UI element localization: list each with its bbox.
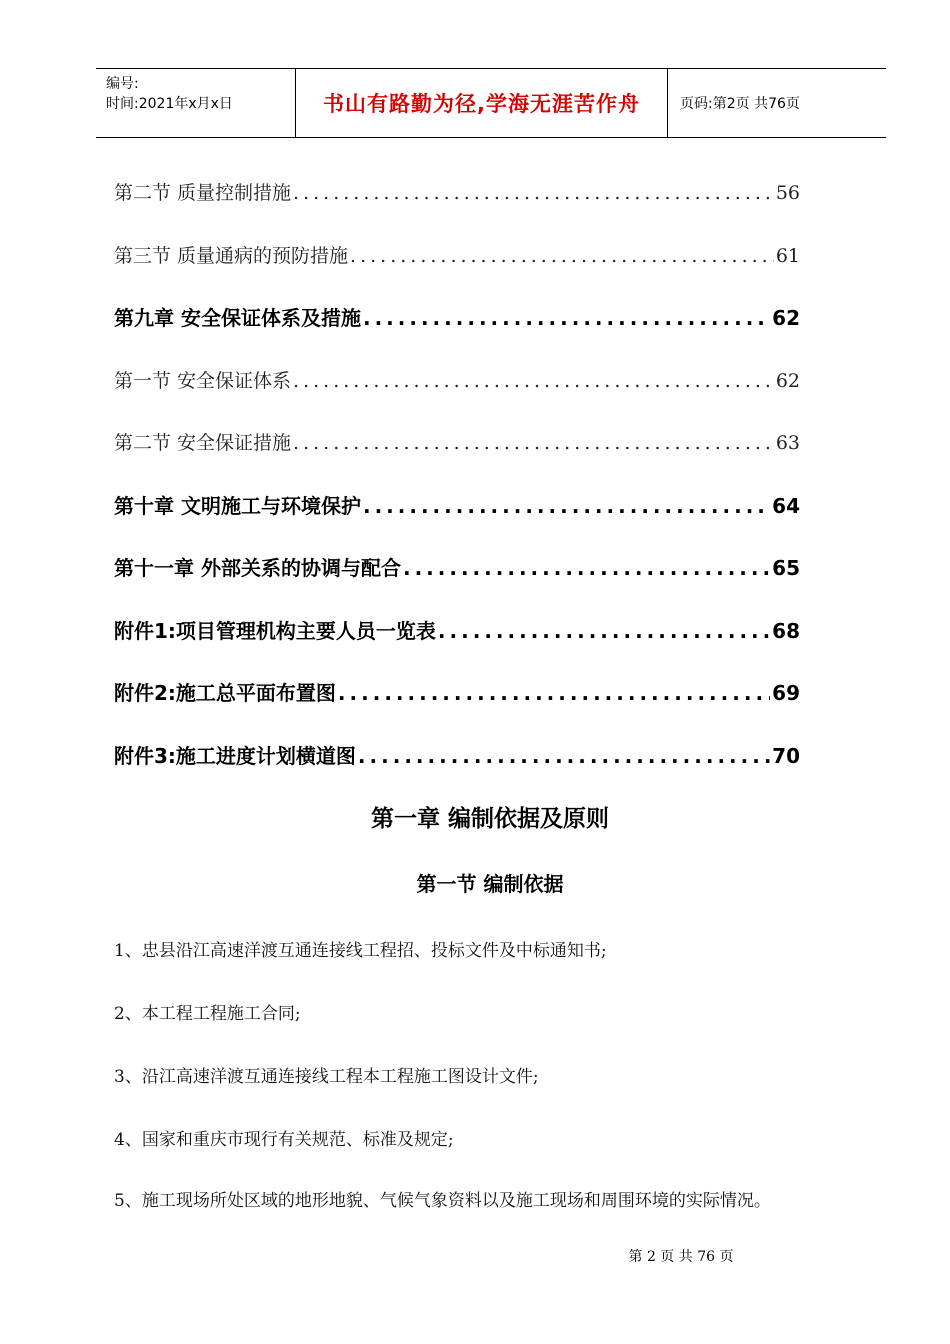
toc-item-page: 69 <box>772 681 800 705</box>
toc-item-title: 附件1:项目管理机构主要人员一览表 <box>114 619 436 643</box>
toc-item[interactable] <box>114 366 800 396</box>
toc-item-page: 56 <box>775 182 800 204</box>
motto-text: 书山有路勤为径,学海无涯苦作舟 <box>323 92 640 116</box>
toc-item-page: 61 <box>775 245 800 267</box>
toc-leader <box>403 553 770 583</box>
toc-item[interactable] <box>114 241 800 271</box>
paragraph: 2、本工程工程施工合同; <box>114 1004 301 1024</box>
toc-item-title: 附件2:施工总平面布置图 <box>114 681 336 705</box>
toc-leader <box>338 678 770 708</box>
header-meta <box>96 69 296 137</box>
toc-item[interactable] <box>114 178 800 208</box>
header-page-info: 页码:第2页 共76页 <box>680 96 800 112</box>
toc-item-page: 70 <box>772 744 800 768</box>
toc-item-page: 63 <box>775 432 800 454</box>
toc-item-page: 62 <box>772 306 800 330</box>
number-label: 编号: <box>106 76 139 92</box>
toc-item-title: 第九章 安全保证体系及措施 <box>114 306 361 330</box>
paragraph: 5、施工现场所处区域的地形地貌、气候气象资料以及施工现场和周围环境的实际情况。 <box>114 1191 771 1211</box>
header-motto <box>296 69 668 137</box>
time-label: 时间:2021年x月x日 <box>106 96 233 112</box>
toc-leader <box>363 303 770 333</box>
toc-leader <box>438 616 770 646</box>
toc-item[interactable] <box>114 741 800 771</box>
toc-item[interactable] <box>114 303 800 333</box>
toc-leader <box>358 741 770 771</box>
paragraph: 3、沿江高速洋渡互通连接线工程本工程施工图设计文件; <box>114 1067 539 1087</box>
toc-item-title: 第十章 文明施工与环境保护 <box>114 494 361 518</box>
paragraph: 1、忠县沿江高速洋渡互通连接线工程招、投标文件及中标通知书; <box>114 941 607 961</box>
section-title: 第一节 编制依据 <box>416 872 564 896</box>
toc-item-title: 第一节 安全保证体系 <box>114 370 292 392</box>
toc-item[interactable] <box>114 428 800 458</box>
toc-leader <box>293 178 774 208</box>
chapter-title: 第一章 编制依据及原则 <box>370 806 609 832</box>
toc-item-title: 第十一章 外部关系的协调与配合 <box>114 556 401 580</box>
toc-item[interactable] <box>114 616 800 646</box>
toc-leader <box>293 366 774 396</box>
toc-item-page: 62 <box>775 370 800 392</box>
toc-item-page: 65 <box>772 556 800 580</box>
toc-item-title: 第二节 质量控制措施 <box>114 182 292 204</box>
page-header <box>96 68 886 138</box>
toc-leader <box>363 491 770 521</box>
toc-item-page: 64 <box>772 494 800 518</box>
toc-item[interactable] <box>114 553 800 583</box>
toc-item-page: 68 <box>772 619 800 643</box>
toc-item-title: 第三节 质量通病的预防措施 <box>114 245 349 267</box>
toc-item-title: 第二节 安全保证措施 <box>114 432 292 454</box>
toc-item-title: 附件3:施工进度计划横道图 <box>114 744 356 768</box>
toc-leader <box>293 428 774 458</box>
toc-leader <box>350 241 774 271</box>
paragraph: 4、国家和重庆市现行有关规范、标准及规定; <box>114 1130 454 1150</box>
toc-item[interactable] <box>114 678 800 708</box>
toc-item[interactable] <box>114 491 800 521</box>
page-footer: 第 2 页 共 76 页 <box>628 1249 734 1265</box>
